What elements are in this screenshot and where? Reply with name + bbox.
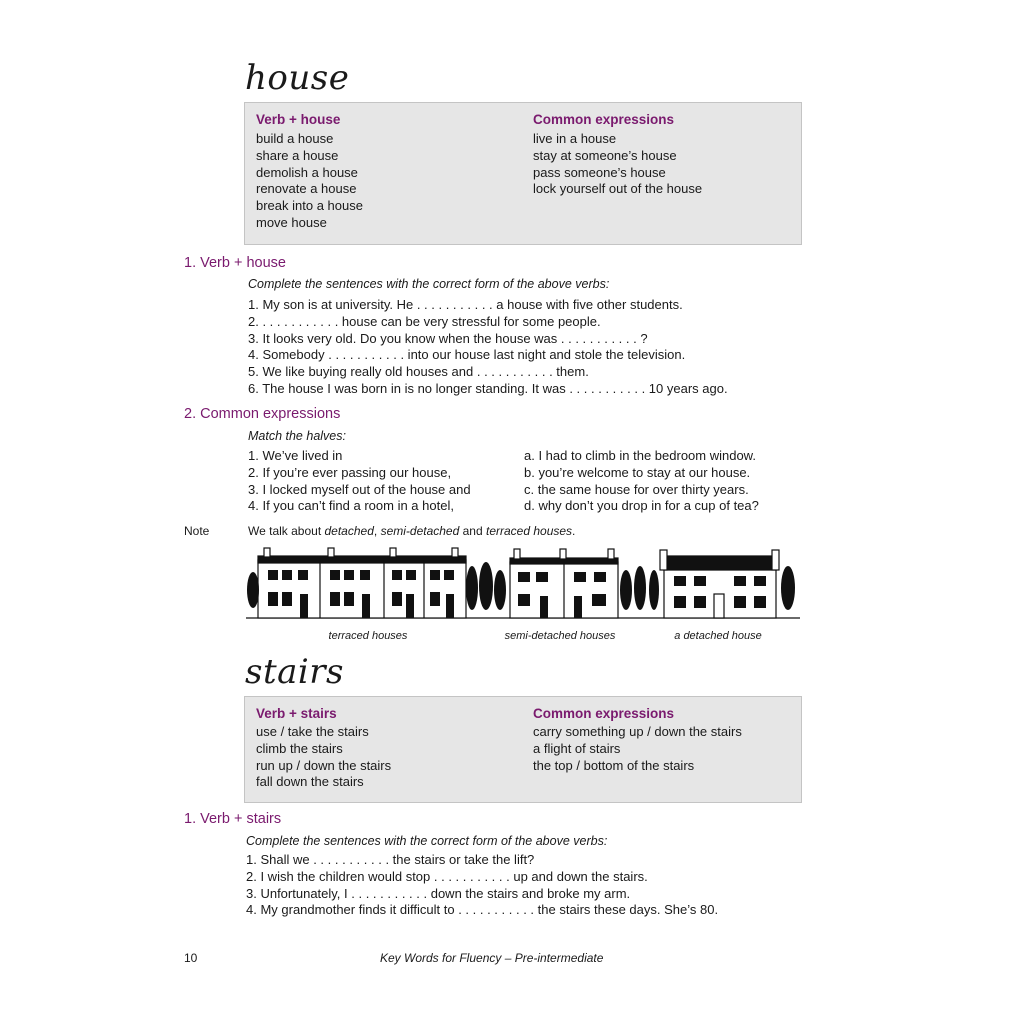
note-text-part: We talk about <box>248 524 325 538</box>
house-expressions-heading: Common expressions <box>533 112 675 127</box>
house-collocation-box <box>244 102 802 245</box>
match-item-left: 3. I locked myself out of the house and <box>248 481 471 497</box>
list-item: a flight of stairs <box>533 740 621 756</box>
exercise-item: 4. My grandmother finds it difficult to . . . . . . . . . . . the stairs these days. She’s 80. <box>246 902 719 918</box>
house-ex1-instruction: Complete the sentences with the correct form of the above verbs: <box>248 277 610 291</box>
exercise-item: 3. It looks very old. Do you know when the house was . . . . . . . . . . . ? <box>248 330 648 346</box>
exercise-item: 1. My son is at university. He . . . . . . . . . . . a house with five other students. <box>248 297 683 312</box>
caption-detached: a detached house <box>674 630 762 642</box>
caption-terraced: terraced houses <box>328 630 408 642</box>
match-item-left: 2. If you’re ever passing our house, <box>248 464 452 480</box>
house-verb-list <box>256 131 363 232</box>
stairs-ex1-list <box>246 852 718 919</box>
stairs-collocation-box <box>244 696 802 803</box>
page-number: 10 <box>184 951 198 965</box>
semi-detached-houses-drawing <box>510 549 618 618</box>
note-label: Note <box>184 524 210 538</box>
exercise-item: 1. Shall we . . . . . . . . . . . the stairs or take the lift? <box>246 852 535 867</box>
note-text-part: . <box>572 524 576 538</box>
stairs-verb-list <box>256 724 391 791</box>
list-item: move house <box>256 214 327 230</box>
list-item: live in a house <box>533 131 617 146</box>
exercise-item: 5. We like buying really old houses and . . . . . . . . . . . them. <box>248 364 589 380</box>
list-item: lock yourself out of the house <box>533 181 703 197</box>
note-term-semi-detached: semi-detached <box>380 524 460 538</box>
exercise-item: 6. The house I was born in is no longer standing. It was . . . . . . . . . . . 10 years ago. <box>248 380 728 396</box>
house-ex2-left-list <box>248 448 471 515</box>
note-term-terraced: terraced houses <box>485 524 573 538</box>
book-title: Key Words for Fluency – Pre-intermediate <box>380 951 604 965</box>
list-item: carry something up / down the stairs <box>533 724 742 739</box>
house-ex2-right-list <box>524 448 759 515</box>
house-title: house <box>245 58 350 98</box>
match-item-left: 4. If you can’t find a room in a hotel, <box>248 498 454 514</box>
note-text-part: , <box>373 524 381 538</box>
list-item: stay at someone’s house <box>533 147 677 163</box>
exercise-item: 4. Somebody . . . . . . . . . . . into our house last night and stole the television. <box>248 347 686 363</box>
list-item: renovate a house <box>256 181 357 197</box>
match-item-right: b. you’re welcome to stay at our house. <box>524 464 751 480</box>
exercise-item: 2. I wish the children would stop . . . . . . . . . . . up and down the stairs. <box>246 868 648 884</box>
stairs-expressions-list <box>533 724 742 774</box>
caption-semi-detached: semi-detached houses <box>504 630 616 642</box>
stairs-ex1-instruction: Complete the sentences with the correct form of the above verbs: <box>246 834 608 848</box>
list-item: run up / down the stairs <box>256 757 392 773</box>
list-item: climb the stairs <box>256 740 343 756</box>
stairs-expressions-heading: Common expressions <box>533 706 675 721</box>
exercise-item: 3. Unfortunately, I . . . . . . . . . . . down the stairs and broke my arm. <box>246 885 631 901</box>
match-item-right: a. I had to climb in the bedroom window. <box>524 448 756 463</box>
stairs-ex1-heading: 1. Verb + stairs <box>184 811 282 827</box>
match-item-right: c. the same house for over thirty years. <box>524 481 749 497</box>
stairs-title: stairs <box>245 652 344 692</box>
list-item: break into a house <box>256 198 363 214</box>
house-ex2-instruction: Match the halves: <box>248 429 346 443</box>
list-item: demolish a house <box>256 164 358 180</box>
list-item: use / take the stairs <box>256 724 369 739</box>
house-expressions-list <box>533 131 702 198</box>
house-verb-heading: Verb + house <box>256 112 341 127</box>
house-ex1-heading: 1. Verb + house <box>184 255 286 271</box>
exercise-item: 2. . . . . . . . . . . . house can be very stressful for some people. <box>248 313 601 329</box>
house-ex1-list <box>248 297 728 398</box>
note-term-detached: detached <box>324 524 374 538</box>
list-item: build a house <box>256 131 334 146</box>
house-ex2-heading: 2. Common expressions <box>184 406 341 422</box>
list-item: fall down the stairs <box>256 774 364 790</box>
houses-illustration <box>244 542 804 624</box>
list-item: the top / bottom of the stairs <box>533 757 695 773</box>
stairs-verb-heading: Verb + stairs <box>256 706 337 721</box>
match-item-right: d. why don’t you drop in for a cup of tea? <box>524 498 759 514</box>
match-item-left: 1. We’ve lived in <box>248 448 343 463</box>
list-item: share a house <box>256 147 339 163</box>
list-item: pass someone’s house <box>533 164 666 180</box>
note-text <box>248 524 575 538</box>
note-text-part: and <box>459 524 486 538</box>
